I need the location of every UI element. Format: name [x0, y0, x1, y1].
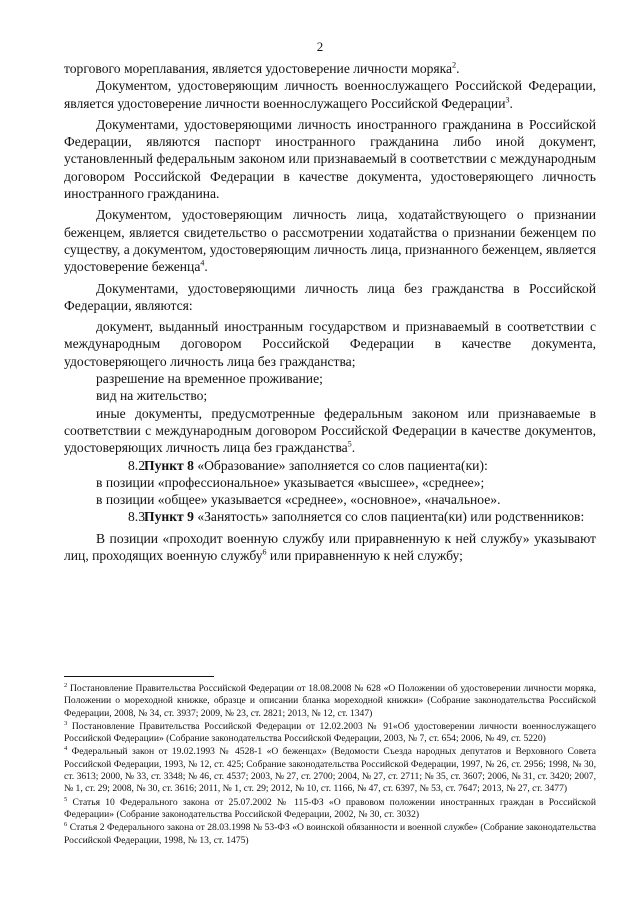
footnote: $^3$ Постановление Правительства Российской Федерации от 12.02.2003 № 91«Об удостоверении личности военнослужащего Российской Федерации» (Собрание законодательства Российской Федерации, 2003, № 7, ст. 654; 2006, № 49, ст. 5220) [64, 719, 596, 745]
paragraph: в позиции «общее» указывается «среднее», «основное», «начальное». [96, 492, 501, 508]
paragraph: Документом, удостоверяющим личность военнослужащего Российской Федерации, является удостоверение личности военнослужащего Российской Федерации$^3$. [64, 78, 596, 111]
paragraph: в позиции «профессиональное» указывается «высшее», «среднее»; [96, 474, 485, 490]
footnote-mark: 5 [64, 795, 68, 803]
section-heading: Пункт 9 [144, 509, 194, 525]
main-text [64, 60, 596, 564]
paragraph: разрешение на временное проживание; [96, 371, 323, 387]
paragraph: В позиции «проходит военную службу или приравненную к ней службу» указывают лиц, проходящих военную службу$^6$ или приравненную к ней службу; [64, 530, 596, 564]
footnote: $^4$ Федеральный закон от 19.02.1993 № 4528-1 «О беженцах» (Ведомости Съезда народных депутатов и Верховного Совета Российской Федерации, 1993, № 12, ст. 425; Собрание законодательства Российской Федерации, 1997, № 26, ст. 2956; 1998, № 30, ст. 3613; 2000, № 33, ст. 3348; № 46, ст. 4537; 2003, № 27, ст. 2700; 2004, № 27, ст. 2711; № 35, ст. 3607; 2006, № 31, ст. 3420; 2007, № 1, ст. 29; 2008, № 30, ст. 3616; 2011, № 1, ст. 29; 2012, № 10, ст. 1166, № 47, ст. 6397, № 53, ст. 7647; 2013, № 27, ст. 3477) [64, 745, 596, 795]
footnote-mark: 6 [64, 821, 68, 829]
footnote-ref[interactable]: 5 [347, 439, 352, 449]
footnote-ref[interactable]: 2 [452, 60, 457, 70]
footnote: $^6$ Статья 2 Федерального закона от 28.03.1998 № 53-ФЗ «О воинской обязанности и военной службе» (Собрание законодательства Российской Федерации, 1998, № 13, ст. 1475) [64, 821, 596, 846]
footnote-mark: 4 [64, 745, 68, 753]
section-number: 8.3. [128, 509, 149, 525]
paragraph: торгового мореплавания, является удостоверение личности моряка$^2$. [64, 60, 460, 76]
footnote: $^2$ Постановление Правительства Российской Федерации от 18.08.2008 № 628 «О Положении об удостоверении личности моряка, Положении о мореходной книжке, образце и описании бланка мореходной книжки» (Собрание законодательства Российской Федерации, 2008, № 34, ст. 3937; 2009, № 23, ст. 2821; 2013, № 12, ст. 1347) [64, 681, 596, 719]
footnote-mark: 2 [64, 681, 68, 689]
section-number: 8.2. [128, 457, 149, 473]
page-number: 2 [316, 39, 324, 54]
footnote-ref[interactable]: 3 [505, 95, 510, 105]
paragraph: иные документы, предусмотренные федеральным законом или признаваемые в соответствии с международным договором Российской Федерации в качестве документов, удостоверяющих личность лица без гражданства$^5$. [64, 405, 596, 456]
section-heading: Пункт 8 [144, 457, 194, 473]
section-8-3: 8.3.Пункт 9 «Занятость» заполняется со слов пациента(ки) или родственников: [64, 508, 596, 525]
paragraph: Документом, удостоверяющим личность лица, ходатайствующего о признании беженцем, является свидетельство о рассмотрении ходатайства о признании беженцем по существу, а документом, удостоверяющим личность лица, признанного беженцем, является удостоверение беженца$^4$. [64, 207, 596, 275]
paragraph: вид на жительство; [96, 388, 208, 404]
footnote-divider [64, 676, 214, 677]
footnotes [64, 683, 596, 848]
paragraph: документ, выданный иностранным государством и признаваемый в соответствии с международным договором Российской Федерации в качестве документа, удостоверяющего личность лица без гражданства; [64, 319, 596, 369]
footnote: $^5$ Статья 10 Федерального закона от 25.07.2002 № 115-ФЗ «О правовом положении иностранных граждан в Российской Федерации» (Собрание законодательства Российской Федерации, 2002, № 30, ст. 3032) [64, 795, 596, 820]
paragraph: Документами, удостоверяющими личность иностранного гражданина в Российской Федерации, являются паспорт иностранного гражданина либо иной документ, установленный федеральным законом или признаваемый в соответствии с международным договором Российской Федерации в качестве документа, удостоверяющего личность иностранного гражданина. [64, 116, 596, 202]
section-8-2: 8.2.Пункт 8 «Образование» заполняется со слов пациента(ки): [64, 457, 596, 474]
footnote-ref[interactable]: 4 [200, 258, 205, 268]
footnote-ref[interactable]: 6 [262, 547, 267, 557]
paragraph: Документами, удостоверяющими личность лица без гражданства в Российской Федерации, являются: [64, 280, 596, 313]
footnote-mark: 3 [64, 719, 68, 727]
